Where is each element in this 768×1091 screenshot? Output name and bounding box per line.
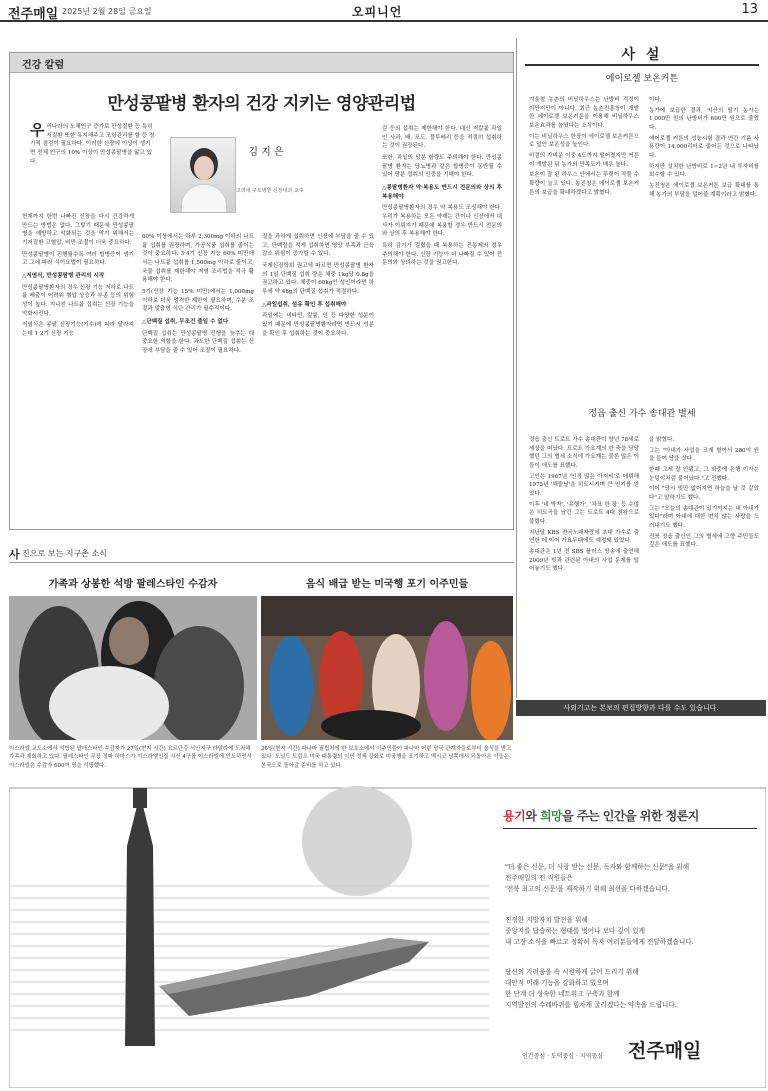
editorial-headline-2: 정읍 출신 가수 송대관 별세: [588, 409, 696, 419]
author-photo: [170, 137, 236, 213]
editorial-title: 사 설: [621, 47, 663, 63]
article-column-3: 질을 과하게 섭취하면 신장에 부담을 줄 수 있고, 단백질을 적게 섭취하면 영양 부족과 근육 감소 위험이 증가할 수 있다. 국제신장학회 권고에 따르면 만성콩팥병 환자의 1일 단백질 섭취 량은 체중 1kg당 0.8g을 권고하고 있다. 체중이 60kg인 성인이라면 하루에 약 48g의 단백질 섭취가 적절하다. △과일섭취, 섬유 확인 후 섭취해야 과일에는 비타민, 칼륨, 인 등 다양한 성분이 있기 때문에 만성콩팥병환자라면 반드시 성분을 확인 후 섭취하는 것이 중요하다.: [262, 234, 374, 337]
author-name: 김 지 은: [248, 147, 284, 158]
subheading: △콩팥병환자 약·복용도 반드시 전문의와 상의 후 복용해야: [382, 184, 502, 200]
editorial-column-1: 겨울철 농촌의 비닐하우스는 난방비 걱정이 이만저만이 아니다. 최근 농촌진흥청이 개발한 에이로젤 보온커튼을 이용해 비닐하우스 보온효과를 높였다는 소식이다. 이는 비닐하우스 한장이 에이로젤 보온커튼으로 덮인 보온성을 높인다. 비결의 가벼운 이중 4도까지 떨어졌지만 커튼이 개발된 뒤 농가의 만족도가 매우 높다. 보온이 잘 된 하우스 안에서는 뚜렷이 작물 수확량이 늘고 있다. 농진청은 에이로젤 보온커튼의 보급을 확대하겠다고 밝혔다.: [529, 97, 639, 196]
drop-cap: 우: [30, 121, 45, 139]
ad-slogan: 인간중심 · 도덕중심 · 지역중심: [522, 1053, 603, 1060]
article-headline: 만성콩팥병 환자의 건강 지키는 영양관리법: [107, 94, 416, 114]
section-name: 오피니언: [352, 5, 403, 19]
paper-name: 전주매일: [8, 7, 59, 22]
photo-title-1: 가족과 상봉한 석방 팔레스타인 수감자: [48, 579, 218, 590]
article-column-1: 현재까지 한번 나빠진 신장을 다시 건강하게 만드는 방법은 없다. 그렇기 때문에 만성콩팥병을 예방하고 악화되는 것을 막기 위해서는 기저질환 고혈압, 비만 조절이 더욱 중요하다. 만성콩팥병이 진행될수록 여러 합병증이 생기고 그에 따라 식이요법이 필요하다. △저염식, 만성콩팥병 관리의 시작 만성콩팥병환자의 경우 신장 기능 저하로 나트륨 배출이 어려워 혈압 상승과 부종 등의 위험성이 높다. 지나친 나트륨 섭취는 신장 기능을 악화시킨다. 저염식은 콩팥 신장기능(기수)에 따라 달라지는데 1·2기 신장 기능: [22, 214, 134, 337]
news-photo-1: [9, 596, 257, 740]
photo-caption-1: 이스라엘 교도소에서 석방된 팔레스타인 수감자가 27일(현지 시간) 요르단강 서안지구 라말라에 도착해 가족과 재회하고 있다. 팔레스타인 무장 정파 하마스가 이스라엘인질 시신 4구를 이스라엘에 인도하면서 이스라엘은 수감자 600여 명을 석방했다.: [9, 746, 252, 769]
editorial-column-4: 을 밝혔다. 그는 "아내가 사업을 크게 벌여서 280억 원을 들여 땅을 샀다. 한때 그게 잘 안됐고, 그 와중에 은행 이자는 눈덩이처럼 불어났다."고 전했다. 이어 "당시 빚만 없어지면 하늘을 날 것 같았다"고 말하기도 했다. 그는 "오늘의 송대관이 있기까지는 내 아내가 있다"라며 아내에 대한 변치 않는 사랑을 드러내기도 했다. 전북 정읍 출신인 그의 별세에 고향 주민들도 깊은 애도를 표했다.: [649, 437, 759, 549]
article-intro: 우리나라의 노체인구 증가로 만성질환 등 특히 저질환 또한 유지해주고 조항관리를 할 등 정기적 점검이 필요하다. 이러한 신장에 이상이 생기면 전체 인구의 10% 이상이 만성콩팥병을 앓고 있다.: [30, 121, 155, 165]
title-divider: [525, 64, 759, 66]
editorial-column-3: 정읍 출신 트로트 가수 송대관이 향년 78세로 세상을 떠났다. 트로트 가요계의 한 축을 담당했던 그의 별세 소식에 가요계는 물론 많은 이들이 애도를 표했다. 고인은 1967년 '인정 많은 아저씨'로 데뷔해 1975년 '해뜰날'을 히트시키며 큰 인기를 얻었다. 이후 '네 박자', '유행가', '차표 한 장' 등 수많은 히트곡을 남긴 그는 트로트 4대 천왕으로 불렸다. 지난달 KBS 전국노래자랑에 초대 가수로 출연한 데 이어 가요무대에도 예정돼 있었다. 송대관은 1년 전 SBS 플러스 방송에 출연해 2009년 빚과 관련된 아내의 사업 문제를 털어놓기도 했다.: [529, 437, 639, 573]
column-tag: 건강 칼럼: [10, 53, 513, 73]
ad-paragraph-2: 진정한 지방자치 발전을 위해 중앙지를 답습하는 형태를 벗어나 보다 깊이 있게 내 고장 소식을 빠르고 정확히 독자 여러분들에게 전달하겠습니다.: [505, 916, 694, 946]
subheading: △단백질 섭취, 무조건 줄일 수 없다: [142, 318, 229, 325]
article-column-4: 감 등의 섭취는 제한해야 한다. 대신 저칼륨 과일인 사과, 배, 포도, 블루베리 등을 적절히 섭취하는 것이 권장된다. 또한, 과일의 당분 함량도 주의해야 한다. 만성콩팥병 환자는 당뇨병과 같은 합병증이 동반될 수 있어 당분 섭취의 신중을 기해야 한다. △콩팥병환자 약·복용도 반드시 전문의와 상의 후 복용해야 만성콩팥병환자의 경우 약 복용도 조심해야 한다. 우리가 복용하는 모든 약제는 간이나 신장에서 대사가 이뤄지기 때문에 복용할 경우 반드시 전문의와 상의 후 복용해야 한다. 특히 감기가 걸렸을 때 복용하는 진통제의 경우 주의해야 한다. 신장 기능이 더 나빠질 수 있어 전문의와 상의하는 것을 권고한다.: [382, 126, 502, 267]
ad-divider: [503, 828, 757, 829]
ad-paper-name: 전주매일: [628, 1040, 702, 1062]
page-number: 13: [741, 2, 758, 17]
editorial-column: [516, 38, 766, 698]
house-ad: [9, 726, 766, 1088]
subheading: △저염식, 만성콩팥병 관리의 시작: [22, 272, 105, 279]
ad-headline: 용기와 희망을 주는 인간을 위한 정론지: [503, 809, 699, 823]
photo-news-label: 사 진으로 보는 지구촌 소식: [9, 545, 514, 563]
health-column: [9, 52, 514, 530]
subheading: △과일섭취, 섬유 확인 후 섭취해야: [262, 301, 347, 308]
issue-date: 2025년 2월 28일 금요일: [62, 7, 152, 16]
disclaimer-bar: 사외기고는 본보의 편집방향과 다를 수도 있습니다.: [516, 700, 766, 716]
ad-illustration: [9, 726, 766, 1088]
news-photo-2: [261, 596, 513, 740]
photo-title-2: 음식 배급 받는 미국행 포기 이주민들: [305, 579, 469, 590]
ad-paragraph-1: "더 좋은 신문, 더 사랑 받는 신문, 독자와 함께하는 신문"을 위해 전주매일의 전 직원들은 '전북 최고의 신문'을 제작하기 위해 최선을 다하겠습니다.: [505, 863, 690, 893]
author-role: 고려대 구로병원 신장내과 교수: [236, 188, 304, 194]
editorial-column-2: 이다. 농가에 보급한 결과, 익산의 딸기 농가는 1,000만 원의 난방비가 600만 원으로 줄었다. 에어로젤 커튼의 성능시험 결과 연간 기름 사용량이 14,000리터로 줄어든 것으로 나타났다. 하지만 설치한 난방비로 1~2년 내 투자비를 회수할 수 있다. 농진청은 에이로젤 보온커튼 보급 확대를 통해 농가의 부담을 덜어줄 계획이라고 밝혔다.: [649, 97, 759, 198]
masthead: [0, 0, 768, 22]
photo-caption-2: 26일(현지 시간) 파나마 필립처에 한 보호소에서 이주민들이 파나마 어린 당국 관계자들로부터 음식을 받고 있다. 도널드 트럼프 미국 대통령의 이민 정책 강화로 미국행을 포기하고 멕시코 남쪽에서 되돌아온 이들은 본국으로 돌아갈 준비를 하고 있다.: [261, 746, 512, 769]
article-column-2: 60% 이상에서는 하루 2,300mg 이하의 나트륨 섭취를 권장하며, 가공식품 섭취를 줄이는 것이 중요하다. 3·4기 신장 기능 60% 미만에서는 나트륨 섭취를 1,500mg 이하로 줄이고, 국물 섭취를 제한해야 저염 조리법을 적극 활용해야 한다. 5기(신장 기능 15% 미만)에서는 1,000mg 이하로 더욱 엄격한 제한이 필요하며, 수분 조절과 맞춤형 식단 관리가 필수적이다. △단백질 섭취, 무조건 줄일 수 없다 단백질 섭취는 만성콩팥병 진행을 늦추는 데 중요한 역할을 한다. 과도한 단백질 섭취는 신장에 부담을 줄 수 있어 조절이 필요하다.: [142, 234, 254, 354]
ad-paragraph-3: 당신의 가려움을 속 시원하게 긁어 드리기 위해 대안적 미래 기능을 강화하고 있으며 한 단계 더 성숙한 네트워크 구축과 함께 지역발전의 수레바퀴를 힘차게 굴리겠다는 약속을 드립니다.: [505, 968, 677, 1009]
editorial-headline: 에이로젤 보온커튼: [605, 74, 679, 84]
